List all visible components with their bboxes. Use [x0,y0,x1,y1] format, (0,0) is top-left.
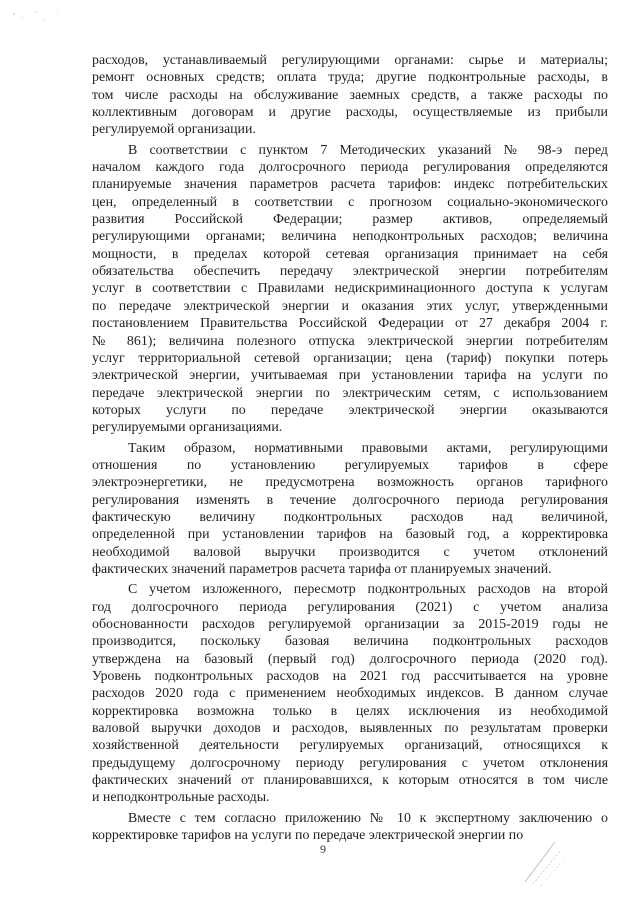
text-line: регулируемой организации. [92,122,256,138]
text-line: производится, поскольку базовая величина подконтрольных расходов [92,634,608,650]
page-number: 9 [320,842,326,856]
text-line: корректировка возможна только в целях исключения из необходимой [92,703,608,719]
text-line: которых услуги по передаче электрической энергии оказываются [92,402,608,418]
text-line: корректировке тарифов на услуги по передаче электрической энергии по [92,828,524,844]
text-line: В соответствии с пунктом 7 Методических указаний № 98-э перед [128,142,608,158]
text-line: год долгосрочного периода регулирования (2021) с учетом анализа [92,599,608,615]
text-line: регулирующими органами; величина неподконтрольных расходов; величина [92,229,608,245]
text-line: планируемые значения параметров расчета тарифов: индекс потребительских [92,177,608,193]
text-line: фактических значений параметров расчета тарифа от планируемых значений. [92,561,552,577]
text-line: № 861); величина полезного отпуска электрической энергии потребителям [92,333,608,349]
text-line: началом каждого года долгосрочного периода регулирования определяются [92,160,608,176]
text-line: валовой выручки доходов и расходов, выявленных по результатам проверки [92,721,608,737]
text-line: цен, определенный в соответствии с прогнозом социально-экономического [92,194,608,210]
text-line: услуг в соответствии с Правилами недискриминационного доступа к услугам [92,281,608,297]
text-line: передаче электрической энергии по электрическим сетям, с использованием [92,385,608,401]
text-line: С учетом изложенного, пересмотр подконтрольных расходов на второй [128,582,608,598]
body-text [92,52,608,844]
text-line: электроэнергетики, не предусмотрена возможность органов тарифного [92,475,608,491]
text-line: мощности, в пределах которой сетевая организация принимает на себя [92,246,608,262]
text-line: развития Российской Федерации; размер активов, определяемый [92,212,608,228]
text-line: расходов 2020 года с применением необходимых индексов. В данном случае [92,686,608,702]
text-line: утверждена на базовый (первый год) долгосрочного периода (2020 год). [92,651,608,667]
text-line: постановлением Правительства Российской Федерации от 27 декабря 2004 г. [92,316,608,332]
text-line: определенной при установлении тарифов на базовый год, а корректировка [92,527,608,543]
text-line: необходимой валовой выручки производится с учетом отклонений [92,544,608,560]
paragraph [92,52,608,139]
text-line: фактическую величину подконтрольных расходов над величиной, [92,509,608,525]
text-line: предыдущему долгосрочному периоду регулирования с учетом отклонения [92,755,608,771]
text-line: Таким образом, нормативными правовыми актами, регулирующими [128,440,608,456]
text-line: фактических значений от планировавшихся, к которым относятся в том числе [92,773,608,789]
text-line: по передаче электрической энергии и оказания этих услуг, утвержденными [92,298,608,314]
text-line: Уровень подконтрольных расходов на 2021 год рассчитывается на уровне [92,669,608,685]
text-line: и неподконтрольные расходы. [92,790,270,806]
text-line: хозяйственной деятельности регулируемых организаций, относящихся к [92,738,608,754]
text-line: расходов, устанавливаемый регулирующими органами: сырье и материалы; [92,53,608,68]
text-line: регулируемыми организациями. [92,420,283,436]
paragraph [92,142,608,437]
text-line: электрической энергии, учитываемая при установлении тарифа на услуги по [92,368,608,384]
paragraph [92,440,608,579]
text-line: ремонт основных средств; оплата труда; другие подконтрольные расходы, в [92,70,608,86]
text-line: том числе расходы на обслуживание заемных средств, а также расходы по [92,87,608,103]
text-line: регулирования изменять в течение долгосрочного периода регулирования [92,492,608,508]
text-line: Вместе с тем согласно приложению № 10 к экспертному заключению о [128,810,608,826]
paragraph [92,581,608,806]
text-line: обоснованности расходов регулируемой организации за 2015-2019 годы не [92,617,608,632]
text-line: коллективным договорам и другие расходы, осуществляемые из прибыли [92,105,608,121]
text-line: услуг территориальной сетевой организации; цена (тариф) покупки потерь [92,350,608,366]
handwritten-signature-mark [515,832,575,892]
text-line: отношения по установлению регулируемых тарифов в сфере [92,457,608,473]
text-line: обязательства обеспечить передачу электрической энергии потребителям [92,264,608,280]
